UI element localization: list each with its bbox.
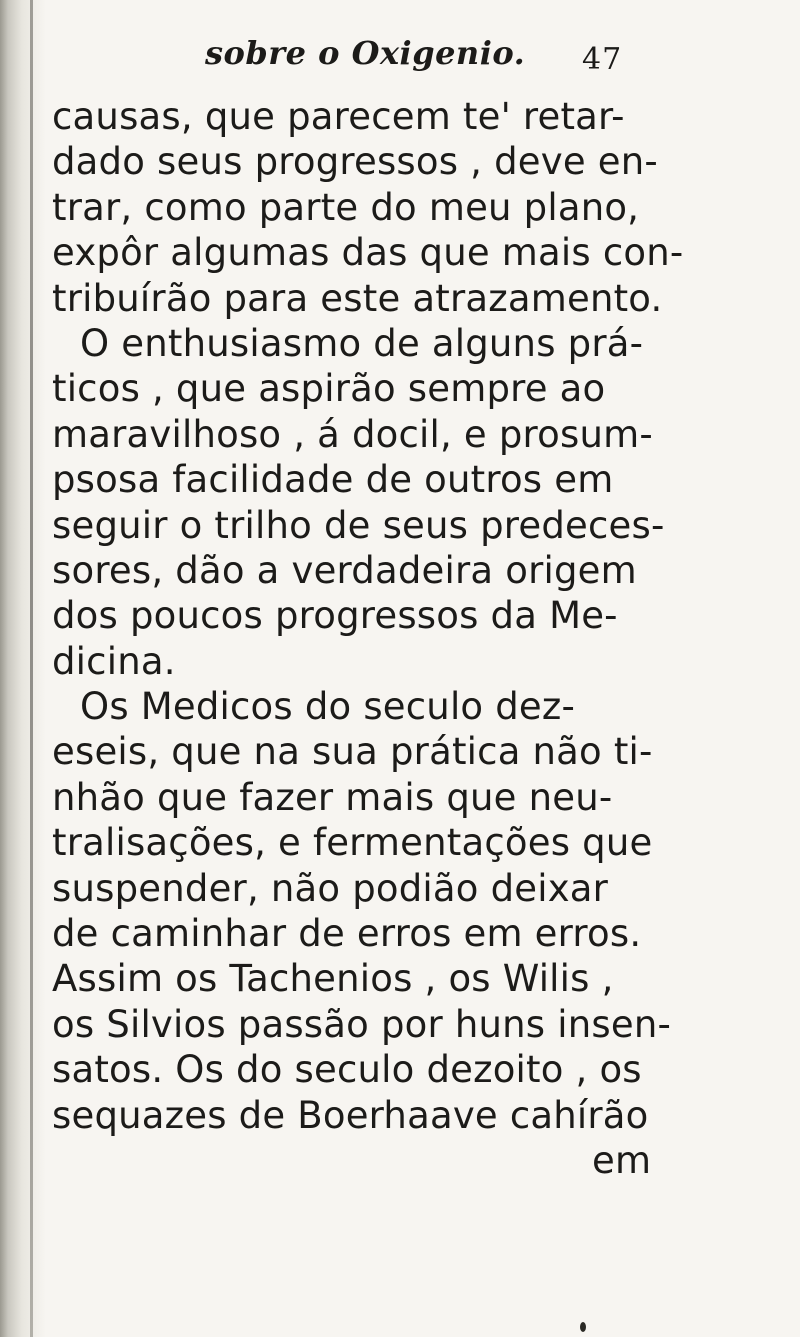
text-line: psosa facilidade de outros em: [52, 458, 614, 502]
text-line: eseis, que na sua prática não ti-: [52, 730, 653, 774]
text-line-paragraph-start: O enthusiasmo de alguns prá-: [80, 321, 644, 365]
body-text: [52, 94, 772, 1183]
text-line: sores, dão a verdadeira origem: [52, 548, 637, 592]
text-line: suspender, não podião deixar: [52, 866, 609, 910]
text-line: dado seus progressos , deve en-: [52, 140, 658, 184]
text-line: trar, como parte do meu plano,: [52, 185, 640, 229]
text-line: satos. Os do seculo dezoito , os: [52, 1048, 642, 1092]
text-line: ticos , que aspirão sempre ao: [52, 367, 606, 411]
text-line: de caminhar de erros em erros.: [52, 912, 642, 956]
text-line: os Silvios passão por huns insen-: [52, 1002, 672, 1046]
page-header: [70, 34, 760, 84]
ink-speck: [580, 1322, 586, 1332]
text-line: seguir o trilho de seus predeces-: [52, 503, 665, 547]
text-line: dos poucos progressos da Me-: [52, 594, 618, 638]
text-line: sequazes de Boerhaave cahírão: [52, 1093, 649, 1137]
text-line: dicina.: [52, 639, 176, 683]
text-line: causas, que parecem te' retar-: [52, 95, 625, 138]
text-line: expôr algumas das que mais con-: [52, 231, 684, 275]
text-line: Assim os Tachenios , os Wilis ,: [52, 957, 614, 1001]
text-line: nhão que fazer mais que neu-: [52, 775, 613, 819]
text-line: maravilhoso , á docil, e prosum-: [52, 412, 653, 456]
text-line: tralisações, e fermentações que: [52, 821, 653, 865]
catchword: em: [592, 1138, 652, 1182]
running-title: sobre o Oxigenio.: [205, 34, 526, 72]
page-number: 47: [582, 42, 623, 77]
text-line-paragraph-start: Os Medicos do seculo dez-: [80, 685, 576, 729]
binding-edge: [30, 0, 33, 1337]
text-line: tribuírão para este atrazamento.: [52, 276, 663, 320]
binding-gutter: [0, 0, 46, 1337]
